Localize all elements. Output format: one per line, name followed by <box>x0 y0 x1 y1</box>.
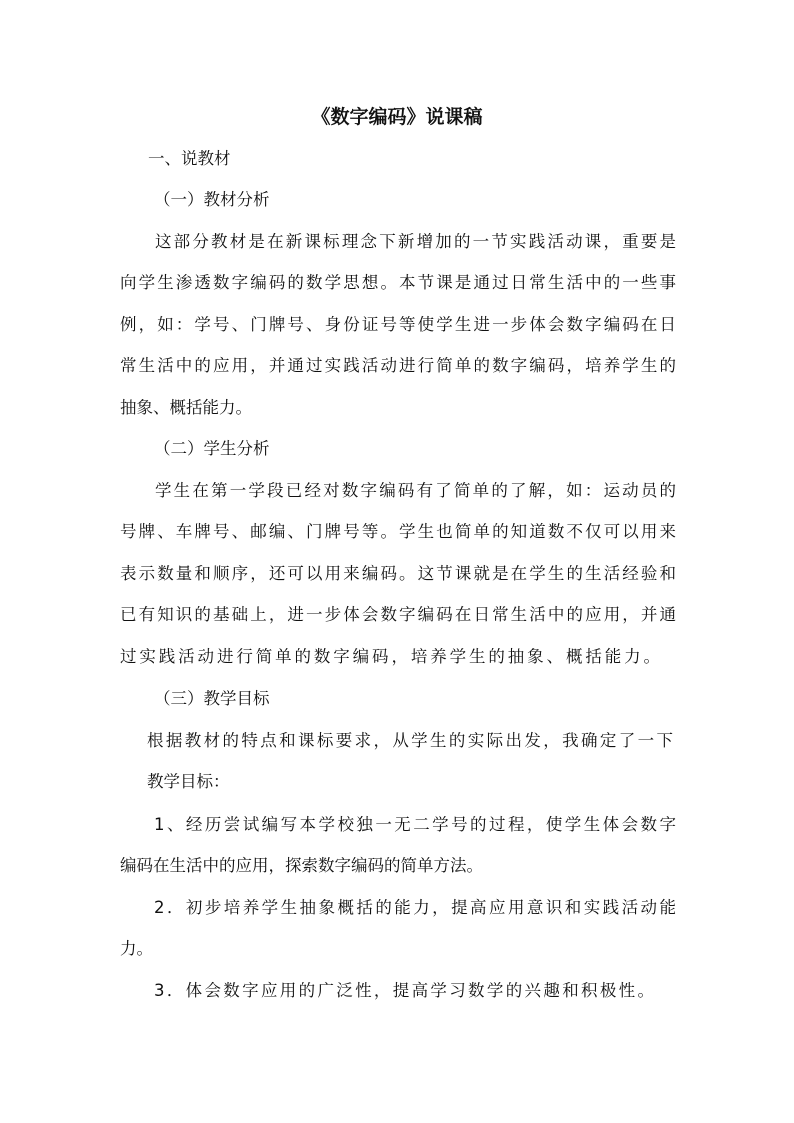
paragraph-line: 过实践活动进行简单的数字编码，培养学生的抽象、概括能力。 <box>120 647 660 666</box>
section-heading-1: 一、说教材 <box>148 149 231 168</box>
paragraph-line: 号牌、车牌号、邮编、门牌号等。学生也简单的知道数不仅可以用来 <box>120 522 676 541</box>
goal-line: 1、经历尝试编写本学校独一无二学号的过程，使学生体会数字 <box>154 815 676 834</box>
document-title: 《数字编码》说课稿 <box>311 106 483 128</box>
subsection-heading-1: （一）教材分析 <box>154 190 270 209</box>
paragraph-line: 根据教材的特点和课标要求，从学生的实际出发，我确定了一下 <box>147 731 673 750</box>
goal-line: 力。 <box>120 939 153 958</box>
paragraph-line: 这部分教材是在新课标理念下新增加的一节实践活动课，重要是 <box>155 232 676 251</box>
goal-line: 编码在生活中的应用，探索数字编码的简单方法。 <box>120 856 483 875</box>
paragraph-line: 教学目标： <box>147 772 230 791</box>
paragraph-line: 抽象、概括能力。 <box>120 398 252 417</box>
paragraph-line: 常生活中的应用，并通过实践活动进行简单的数字编码，培养学生的 <box>120 356 676 375</box>
goal-item-3: 3．体会数字应用的广泛性，提高学习数学的兴趣和积极性。 <box>154 981 654 1000</box>
subsection-heading-2: （二）学生分析 <box>154 439 270 458</box>
paragraph-line: 学生在第一学段已经对数字编码有了简单的了解，如：运动员的 <box>155 481 676 500</box>
paragraph-line: 向学生渗透数字编码的数学思想。本节课是通过日常生活中的一些事 <box>120 273 676 292</box>
paragraph-line: 已有知识的基础上，进一步体会数字编码在日常生活中的应用，并通 <box>120 605 676 624</box>
subsection-heading-3: （三）教学目标 <box>154 689 270 708</box>
goal-line: 2．初步培养学生抽象概括的能力，提高应用意识和实践活动能 <box>154 898 676 917</box>
paragraph-line: 例，如：学号、门牌号、身份证号等使学生进一步体会数字编码在日 <box>120 315 676 334</box>
paragraph-line: 表示数量和顺序，还可以用来编码。这节课就是在学生的生活经验和 <box>120 564 676 583</box>
